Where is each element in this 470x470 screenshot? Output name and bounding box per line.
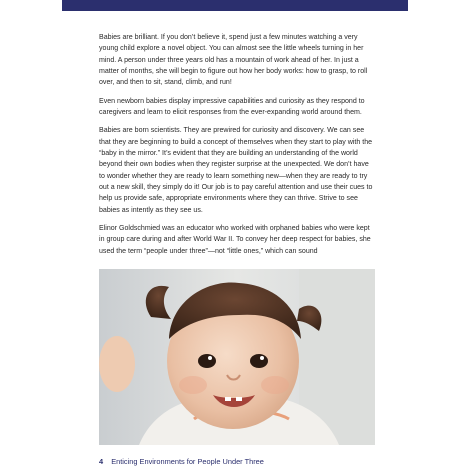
paragraph-4: Elinor Goldschmied was an educator who worked with orphaned babies who were kept in group care during and after World War II. To convey her deep respect for babies, she used the term “people under three”—not “little ones,” which can sound [99, 225, 371, 255]
book-page [62, 0, 408, 470]
paragraph-3: Babies are born scientists. They are prewired for curiosity and discovery. We can see that they are beginning to build a concept of themselves when they start to play with the “baby in the mirror.” It’s evident that they are building an understanding of the world beyond their own bodies when they register surprise at the unexpected. We don’t have to wonder whether they are ready to learn something new—when they are ready to try out a new skill, they simply do it! Our job is to pay careful attention and use their cues to help us provide safe, appropriate environments where they can thrive. Strive to see babies as intently as they see us. [99, 127, 373, 214]
baby-photo-illustration [99, 269, 375, 445]
top-accent-bar [62, 0, 408, 11]
page-number: 4 [99, 457, 104, 466]
body-text [99, 32, 375, 264]
paragraph-2: Even newborn babies display impressive capabilities and curiosity as they respond to caregivers and learn to elicit responses from the ever-expanding world around them. [99, 97, 365, 116]
paragraph-1: Babies are brilliant. If you don’t believe it, spend just a few minutes watching a very young child explore a novel object. You can almost see the little wheels turning in her mind. A person under three years old has a mountain of work ahead of her. In just a matter of months, she will begin to figure out how her body works: how to grasp, to roll over, and then to sit, stand, climb, and run! [99, 34, 368, 87]
book-title: Enticing Environments for People Under Three [111, 457, 264, 466]
page-footer [99, 457, 264, 466]
baby-photo [99, 269, 375, 445]
